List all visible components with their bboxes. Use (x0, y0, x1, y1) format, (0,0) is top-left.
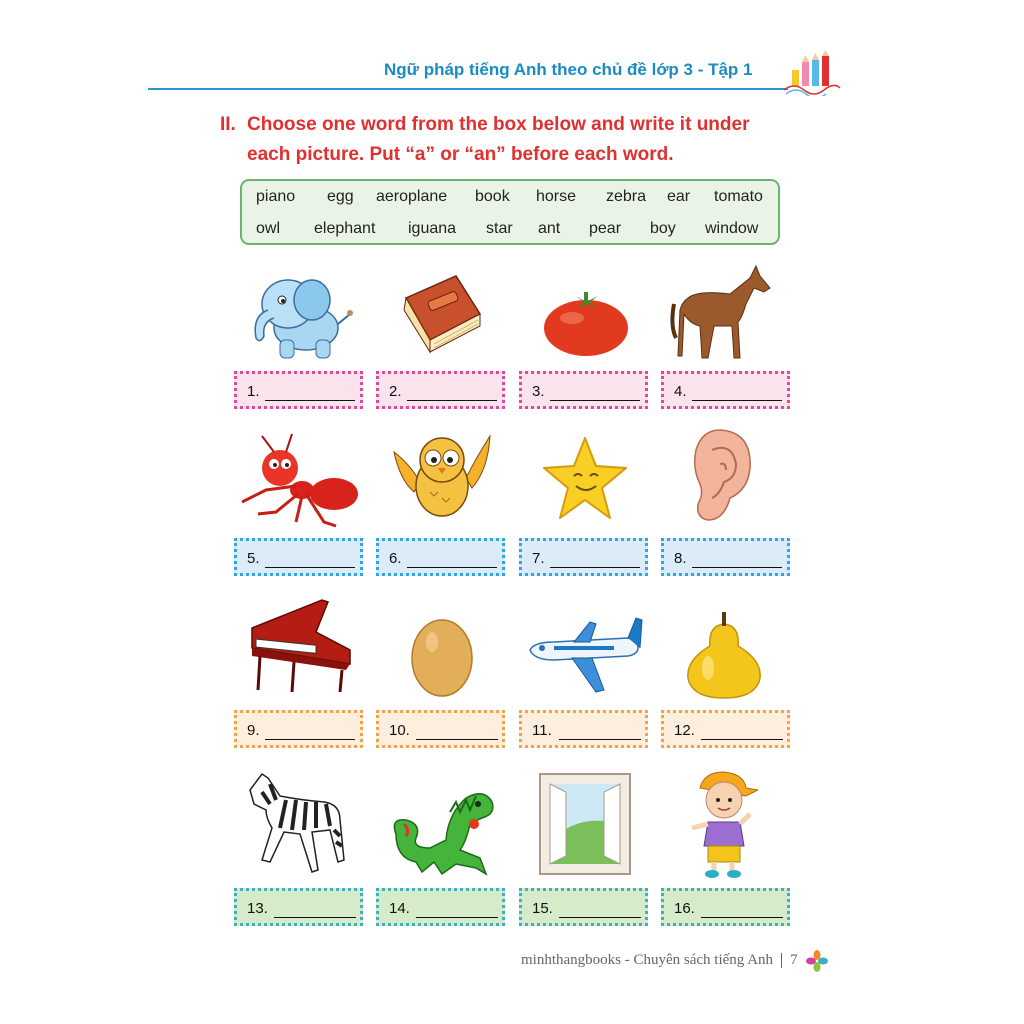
iguana-picture (386, 784, 500, 880)
word-row-1 (242, 188, 778, 208)
answer-number: 3. (532, 383, 545, 400)
word-item: elephant (314, 220, 376, 237)
answer-box-15[interactable] (519, 888, 648, 926)
header-rule (148, 88, 788, 90)
footer-text: minhthangbooks - Chuyên sách tiếng Anh (521, 952, 774, 968)
answer-box-6[interactable] (376, 538, 505, 576)
piano-picture (246, 598, 354, 694)
zebra-picture (240, 770, 356, 878)
answer-blank[interactable] (407, 567, 497, 568)
answer-blank[interactable] (265, 739, 355, 740)
instruction-line-2: each picture. Put “a” or “an” before each word. (247, 144, 674, 165)
answer-box-7[interactable] (519, 538, 648, 576)
answer-number: 2. (389, 383, 402, 400)
answer-number: 8. (674, 550, 687, 567)
footer-divider (781, 953, 782, 968)
answer-box-12[interactable] (661, 710, 790, 748)
answer-blank[interactable] (559, 739, 641, 740)
egg-picture (410, 612, 474, 698)
answer-box-13[interactable] (234, 888, 363, 926)
answer-number: 14. (389, 900, 410, 917)
answer-blank[interactable] (265, 400, 355, 401)
ear-picture (690, 428, 754, 524)
word-row-2 (242, 220, 778, 240)
star-picture (540, 436, 630, 520)
instruction (220, 110, 810, 170)
word-item: book (475, 188, 510, 205)
answer-box-5[interactable] (234, 538, 363, 576)
aeroplane-picture (524, 614, 644, 698)
tomato-picture (542, 288, 630, 358)
window-picture (538, 772, 632, 876)
elephant-picture (246, 266, 356, 362)
answer-blank[interactable] (416, 739, 498, 740)
word-item: window (705, 220, 759, 237)
answer-box-4[interactable] (661, 371, 790, 409)
word-item: ear (667, 188, 691, 205)
answer-blank[interactable] (274, 917, 356, 918)
footer (521, 952, 798, 969)
word-item: horse (536, 188, 577, 205)
word-item: aeroplane (376, 188, 448, 205)
word-item: piano (256, 188, 296, 205)
page-number: 7 (790, 952, 798, 968)
word-item: zebra (606, 188, 647, 205)
answer-number: 9. (247, 722, 260, 739)
answer-blank[interactable] (416, 917, 498, 918)
answer-number: 4. (674, 383, 687, 400)
word-item: egg (327, 188, 354, 205)
answer-blank[interactable] (559, 917, 641, 918)
owl-picture (390, 430, 494, 522)
answer-number: 7. (532, 550, 545, 567)
word-item: tomato (714, 188, 763, 205)
answer-box-1[interactable] (234, 371, 363, 409)
answer-blank[interactable] (692, 567, 782, 568)
answer-box-2[interactable] (376, 371, 505, 409)
ant-picture (236, 432, 362, 528)
answer-box-11[interactable] (519, 710, 648, 748)
answer-box-8[interactable] (661, 538, 790, 576)
answer-blank[interactable] (550, 400, 640, 401)
word-item: star (486, 220, 513, 237)
instruction-number: II. (220, 114, 236, 135)
answer-number: 15. (532, 900, 553, 917)
answer-number: 5. (247, 550, 260, 567)
answer-number: 12. (674, 722, 695, 739)
answer-blank[interactable] (407, 400, 497, 401)
pear-picture (684, 610, 764, 700)
answer-number: 16. (674, 900, 695, 917)
answer-blank[interactable] (692, 400, 782, 401)
answer-blank[interactable] (701, 917, 783, 918)
word-item: ant (538, 220, 561, 237)
answer-number: 11. (532, 722, 552, 739)
horse-picture (668, 264, 776, 362)
word-item: boy (650, 220, 676, 237)
answer-box-10[interactable] (376, 710, 505, 748)
word-item: iguana (408, 220, 457, 237)
answer-blank[interactable] (265, 567, 355, 568)
answer-blank[interactable] (550, 567, 640, 568)
flower-logo-icon (806, 950, 828, 972)
answer-box-9[interactable] (234, 710, 363, 748)
answer-blank[interactable] (701, 739, 783, 740)
header-title: Ngữ pháp tiếng Anh theo chủ đề lớp 3 - Tập 1 (384, 60, 753, 79)
book-picture (398, 270, 486, 354)
answer-number: 6. (389, 550, 402, 567)
answer-number: 13. (247, 900, 268, 917)
answer-number: 10. (389, 722, 410, 739)
answer-number: 1. (247, 383, 260, 400)
pencils-icon (782, 50, 842, 96)
word-item: owl (256, 220, 281, 237)
answer-box-14[interactable] (376, 888, 505, 926)
instruction-line-1: Choose one word from the box below and write it under (247, 114, 750, 135)
answer-box-16[interactable] (661, 888, 790, 926)
word-item: pear (589, 220, 622, 237)
answer-box-3[interactable] (519, 371, 648, 409)
word-box (240, 179, 780, 245)
boy-picture (686, 766, 758, 880)
